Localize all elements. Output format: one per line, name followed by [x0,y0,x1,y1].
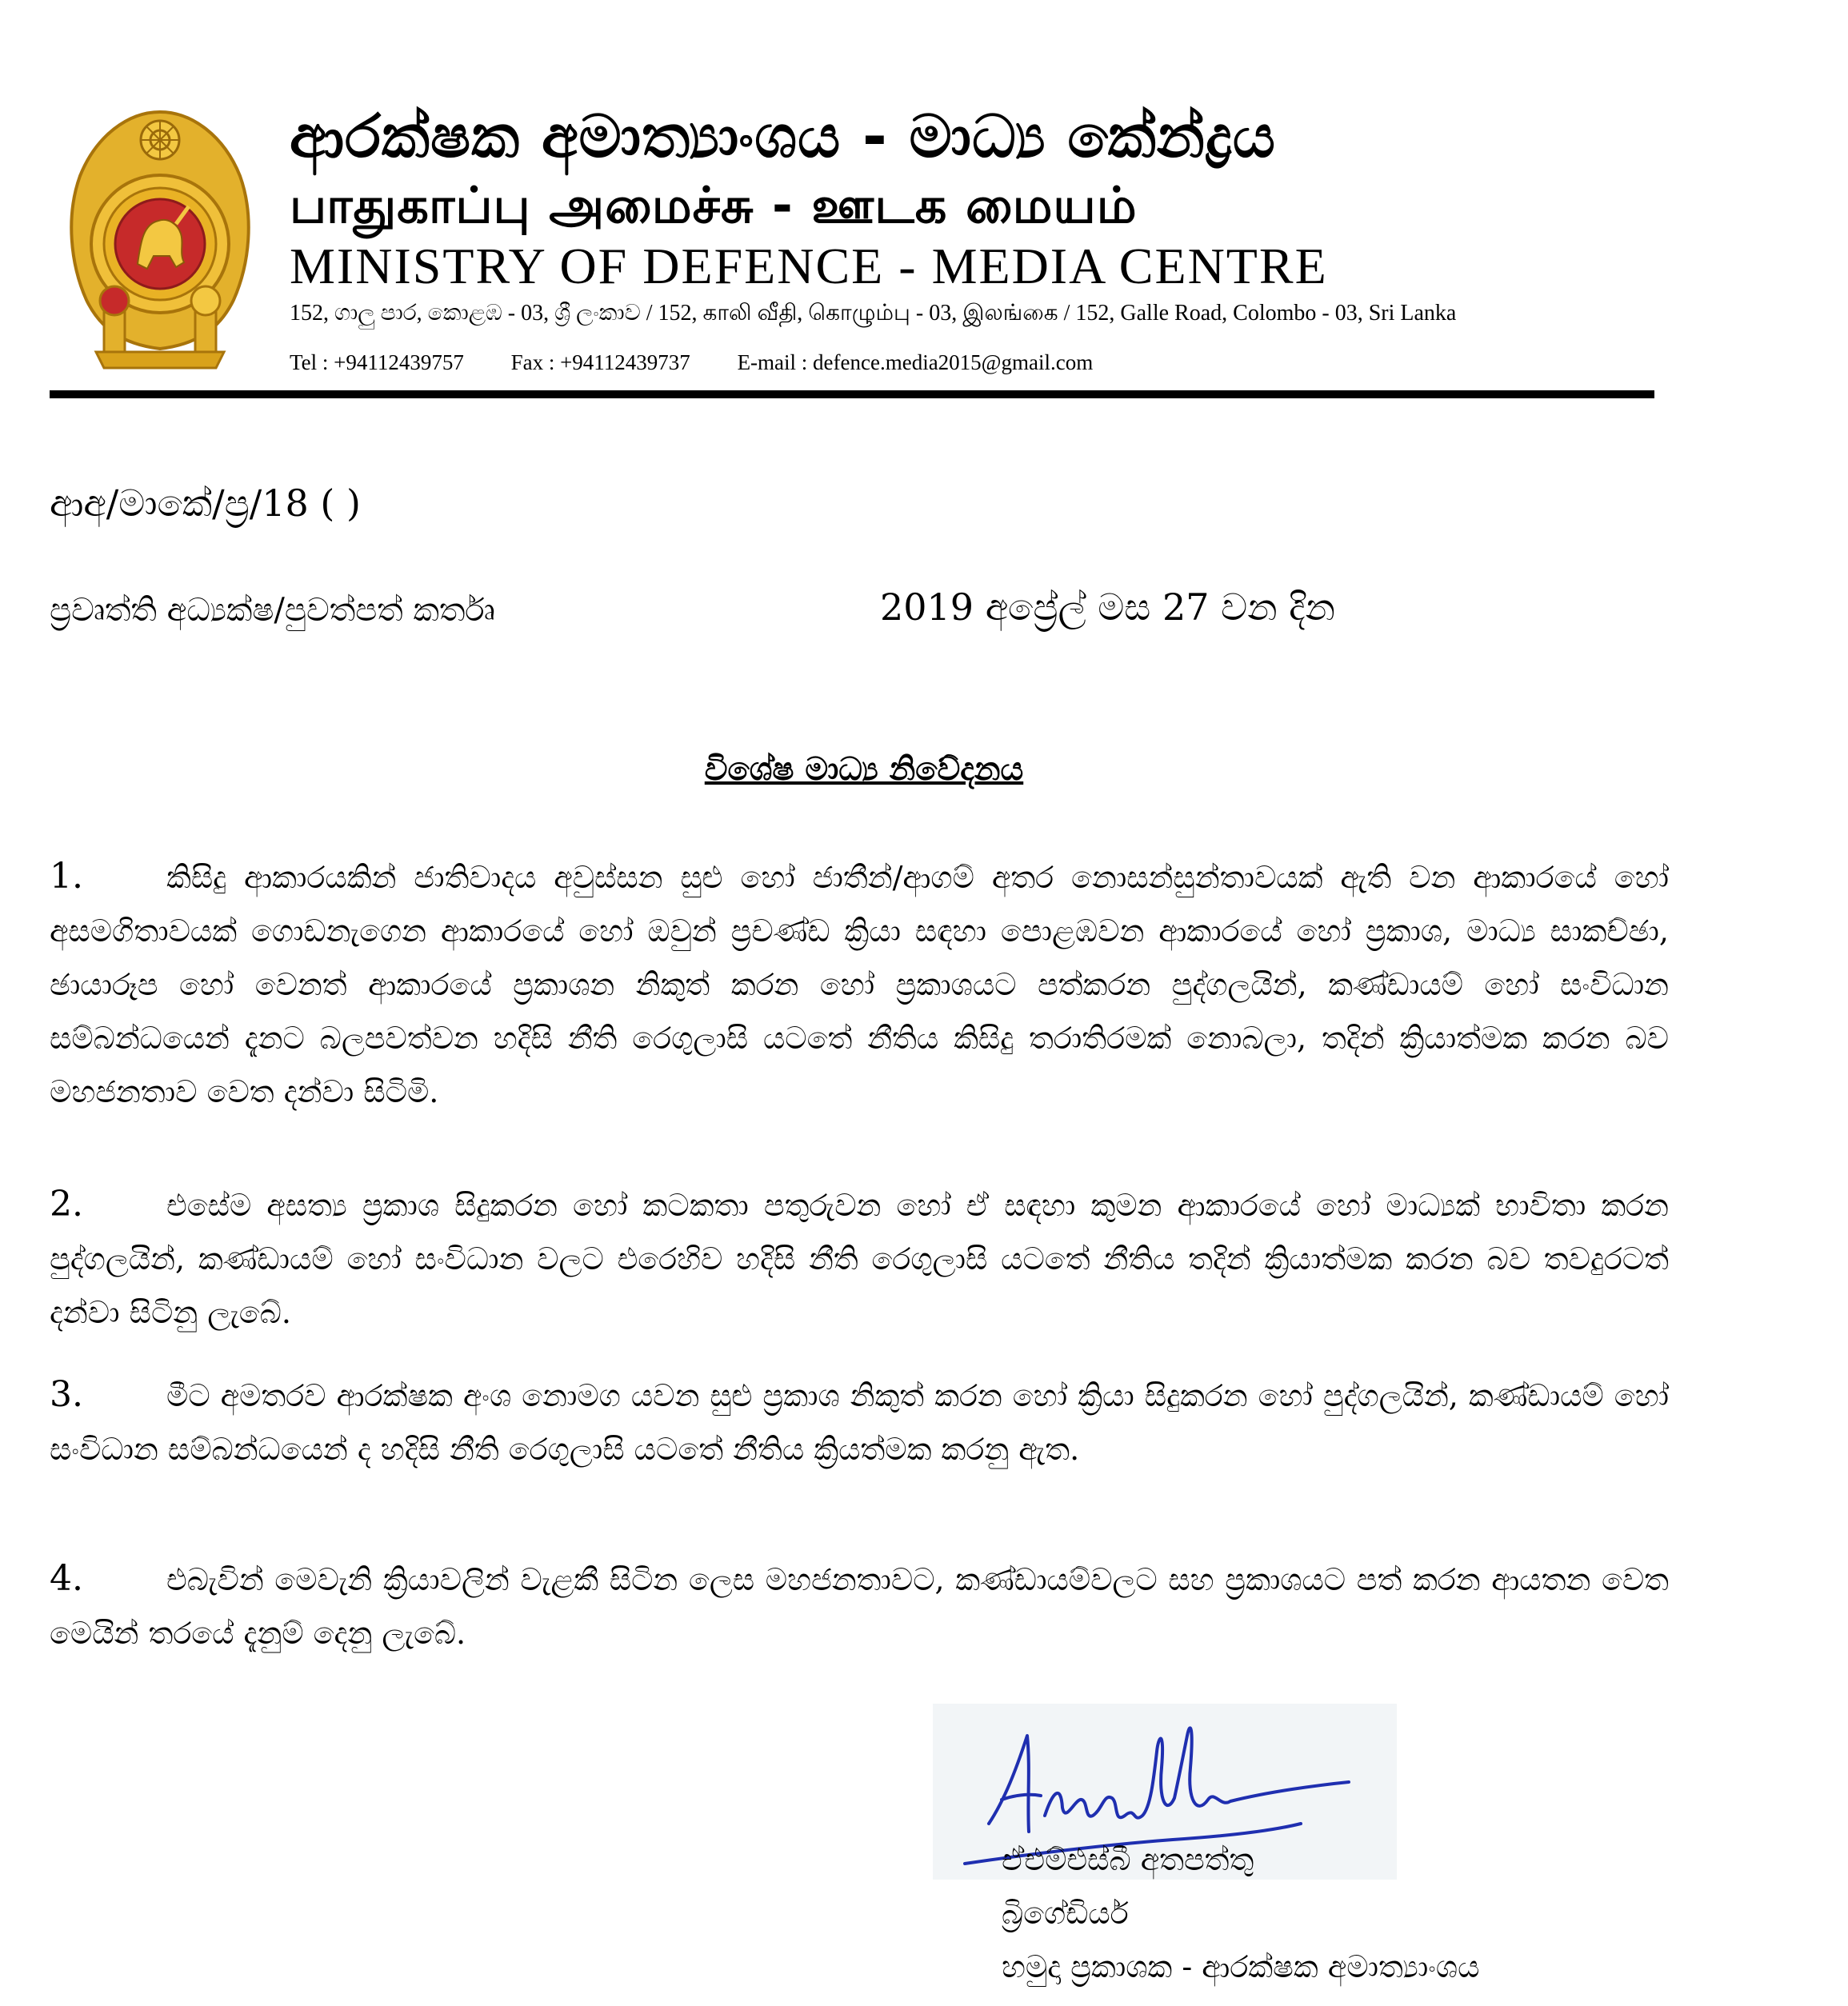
paragraph-number: 3. [50,1374,83,1415]
letterhead-divider [50,390,1654,398]
paragraph-text: එබැවින් මෙවැනි ක්‍රියාවලින් වැළකී සිටින ලෙස මහජනතාවට, කණ්ඩායම්වලට සහ ප්‍රකාශයට පත් කරන ආයතන වෙත මෙයින් තරයේ දැනුම් දෙනු ලැබේ. [50,1562,1669,1651]
signatory-block [1002,1833,1479,1994]
paragraph-3 [50,1368,1669,1477]
telephone: Tel : +94112439757 [290,350,464,374]
paragraph-text: මීට අමතරව ආරක්ෂක අංශ නොමග යවන සුළු ප්‍රකාශ නිකුත් කරන හෝ ක්‍රියා සිදුකරන හෝ පුද්ගලයින්, කණ්ඩායම් හෝ සංවිධාන සම්බන්ධයෙන් ද හදිසි නීති රෙගුලාසි යටතේ නීතිය ක්‍රියත්මක කරනු ඇත. [50,1378,1669,1467]
paragraph-1 [50,849,1669,1119]
letterhead-title-sinhala: ආරක්ෂක අමාත්‍යාංශය - මාධ්‍ය කේන්ද්‍රය [290,102,1277,171]
reference-number: ආඅ/මාකේ/ප්‍ර/18 ( ) [50,482,361,525]
letterhead-title-tamil: பாதுகாப்பு அமைச்சு - ஊடக மையம் [290,176,1138,234]
letterhead-address: 152, ගාලු පාර, කොළඹ - 03, ශ්‍රී ලංකාව / 152, காலி வீதி, கொழும்பு - 03, இலங்கை / 152, Galle Road, Colombo - 03, Sri Lanka [290,301,1457,326]
signatory-rank: බ්‍රිගේඩියර් [1002,1896,1129,1931]
paragraph-number: 4. [50,1558,83,1599]
recipient: ප්‍රවෘත්ති අධ්‍යක්ෂ/පුවත්පත් කර්තෘ [50,592,495,629]
letter-date: 2019 අප්‍රේල් මස 27 වන දින [880,585,1335,629]
paragraph-4 [50,1552,1669,1660]
paragraph-text: එසේම අසත්‍ය ප්‍රකාශ සිදුකරන හෝ කටකතා පතුරුවන හෝ ඒ සඳහා කුමන ආකාරයේ හෝ මාධ්‍යක් භාවිතා කරන පුද්ගලයින්, කණ්ඩායම් හෝ සංවිධාන වලට එරෙහිව හදිසි නීති රෙගුලාසි යටතේ නීතිය තදින් ක්‍රියාත්මක කරන බව තවදුරටත් දන්වා සිටිනු ලැබේ. [50,1188,1669,1330]
paragraph-2 [50,1177,1669,1340]
letterhead-title-english: MINISTRY OF DEFENCE - MEDIA CENTRE [290,238,1328,294]
email: E-mail : defence.media2015@gmail.com [737,350,1094,374]
paragraph-number: 1. [50,856,83,897]
fax: Fax : +94112439737 [510,350,690,374]
letterhead-contact [290,350,1134,375]
paragraph-text: කිසිදු ආකාරයකින් ජාතිවාදය අවුස්සන සුළු හෝ ජාතීන්/ආගම් අතර නොසන්සුන්තාවයක් ඇති වන ආකාරයේ හෝ අසමගිතාවයක් ගොඩනැගෙන ආකාරයේ හෝ ඔවුන් ප්‍රචණ්ඩ ක්‍රියා සඳහා පොළඹවන ආකාරයේ හෝ ප්‍රකාශ, මාධ්‍ය සාකච්ඡා, ඡායාරූප හෝ වෙනත් ආකාරයේ ප්‍රකාශන නිකුත් කරන හෝ ප්‍රකාශයට පත්කරන පුද්ගලයින්, කණ්ඩායම් හෝ සංවිධාන සම්බන්ධයෙන් දැනට බලපවත්වන හදිසි නීති රෙගුලාසි යටතේ නීතිය කිසිදු තරාතිරමක් නොබලා, තදින් ක්‍රියාත්මක කරන බව මහජනතාව වෙත දන්වා සිටිමි. [50,860,1669,1109]
notice-title: විශේෂ මාධ්‍ය නිවේදනය [704,750,1024,788]
sri-lanka-emblem [64,104,256,376]
signatory-position: හමුදා ප්‍රකාශක - ආරක්ෂක අමාත්‍යාංශය [1002,1949,1480,1984]
paragraph-number: 2. [50,1184,83,1225]
signatory-name: ඒඑම්එස්බී අතපත්තු [1002,1842,1254,1877]
